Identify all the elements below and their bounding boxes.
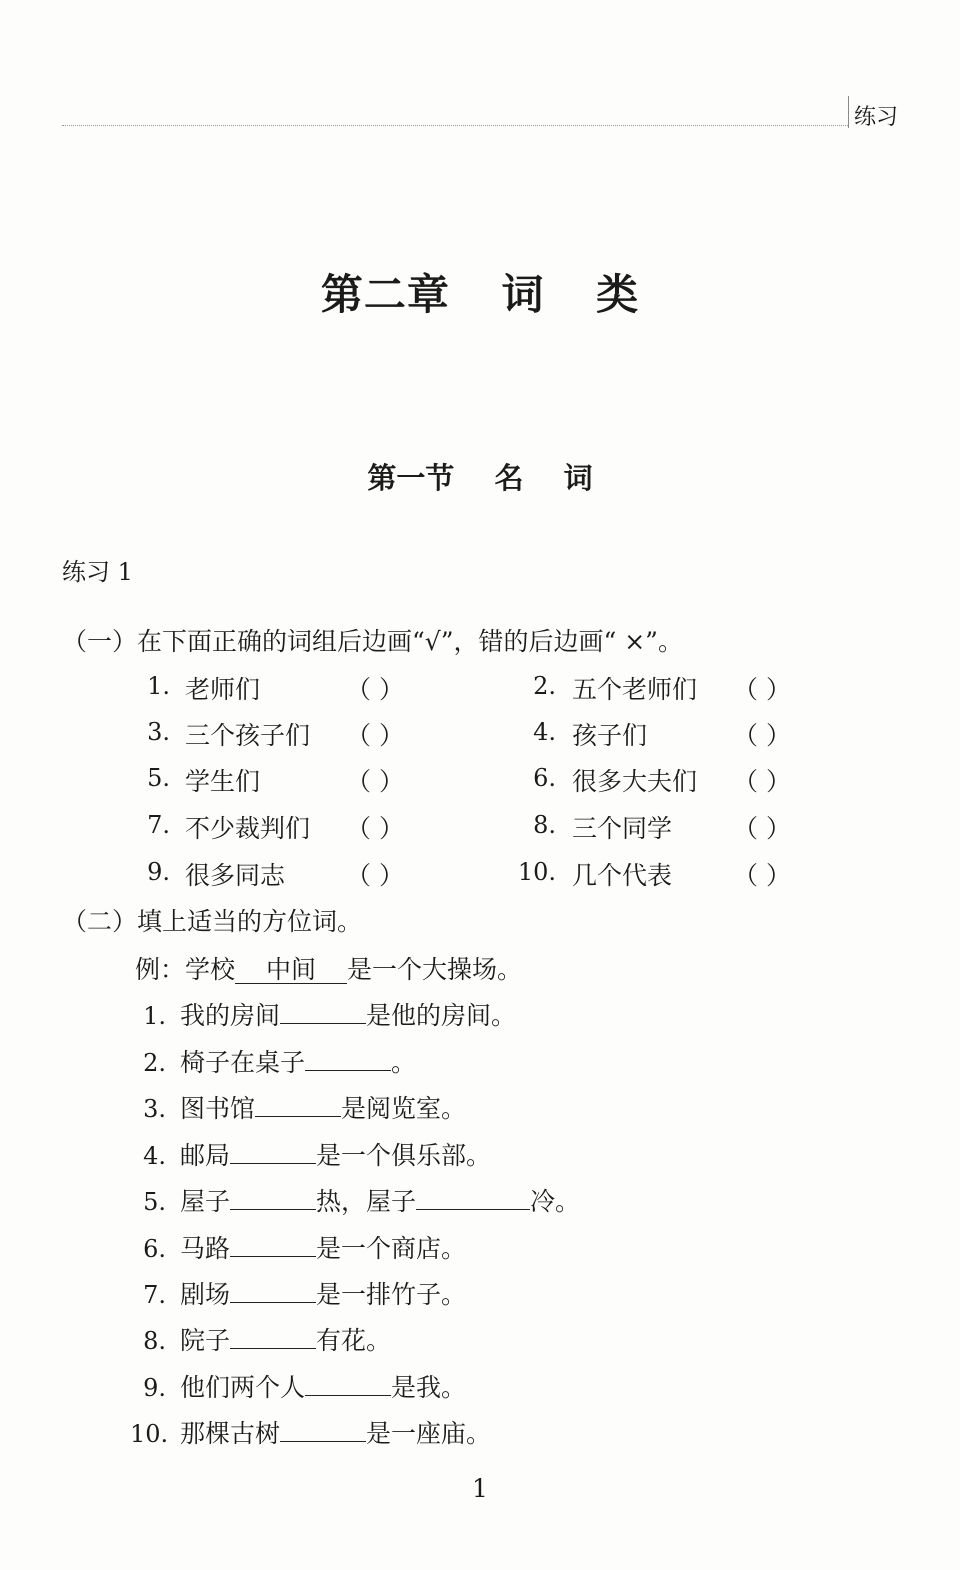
sentence-after: 是一个商店。	[316, 1234, 467, 1263]
phrase: 孩子们	[572, 721, 648, 750]
sentence-before: 屋子	[180, 1187, 231, 1216]
item-number: 7.	[147, 811, 170, 839]
item-number: 5.	[147, 764, 170, 792]
phrase: 很多同志	[185, 861, 286, 890]
answer-parentheses: （ ）	[346, 675, 404, 704]
sentence-before: 我的房间	[180, 1001, 281, 1030]
item-number: 3.	[147, 718, 170, 746]
sentence-before: 马路	[180, 1234, 231, 1263]
sentence-before: 院子	[180, 1326, 231, 1355]
item-number: 3.	[143, 1095, 166, 1123]
sentence-after: 是一个俱乐部。	[316, 1141, 492, 1170]
page-number: 1	[472, 1474, 488, 1503]
answer-parentheses: （ ）	[733, 721, 791, 750]
sentence-after: 是一座庙。	[366, 1419, 492, 1448]
phrase: 老师们	[185, 675, 261, 704]
part2-instruction: （二）填上适当的方位词。	[62, 907, 363, 936]
header-separator	[848, 96, 849, 128]
phrase: 三个孩子们	[185, 721, 311, 750]
example-prefix: 例：学校	[135, 955, 236, 984]
fill-item	[130, 1182, 580, 1218]
answer-blank[interactable]	[255, 1094, 341, 1117]
answer-blank[interactable]	[230, 1326, 316, 1349]
answer-blank[interactable]	[230, 1234, 316, 1257]
answer-parentheses: （ ）	[346, 861, 404, 890]
header-rule	[62, 125, 848, 126]
sentence-before: 邮局	[180, 1141, 231, 1170]
sentence-before: 椅子在桌子	[180, 1048, 306, 1077]
item-number: 1.	[147, 672, 170, 700]
item-number: 5.	[143, 1188, 166, 1216]
item-number: 6.	[533, 764, 556, 792]
chapter-title: 第二章 词 类	[320, 270, 640, 319]
answer-blank[interactable]	[230, 1187, 316, 1210]
sentence-after: 是一排竹子。	[316, 1280, 467, 1309]
item-number: 9.	[147, 858, 170, 886]
answer-blank[interactable]	[416, 1187, 530, 1210]
fill-item	[130, 1275, 466, 1311]
item-number: 6.	[143, 1235, 166, 1263]
item-number: 4.	[143, 1142, 166, 1170]
example-suffix: 是一个大操场。	[347, 955, 523, 984]
exercise-label: 练习 1	[62, 558, 133, 586]
fill-item	[130, 996, 516, 1032]
phrase: 学生们	[185, 767, 261, 796]
fill-item	[130, 1229, 466, 1265]
item-number: 7.	[143, 1281, 166, 1309]
running-header: 练习	[854, 105, 899, 130]
answer-parentheses: （ ）	[733, 675, 791, 704]
phrase: 几个代表	[572, 861, 673, 890]
answer-blank[interactable]	[230, 1280, 316, 1303]
phrase: 五个老师们	[572, 675, 698, 704]
answer-parentheses: （ ）	[346, 721, 404, 750]
answer-blank[interactable]	[305, 1048, 391, 1071]
answer-parentheses: （ ）	[733, 814, 791, 843]
item-number: 8.	[143, 1327, 166, 1355]
sentence-after: 有花。	[316, 1326, 392, 1355]
fill-item	[130, 1368, 466, 1404]
item-number: 2.	[533, 672, 556, 700]
sentence-middle: 热，屋子	[316, 1187, 417, 1216]
fill-item	[130, 1043, 416, 1079]
sentence-after: 。	[391, 1048, 417, 1077]
sentence-after: 冷。	[530, 1187, 581, 1216]
sentence-after: 是阅览室。	[341, 1094, 467, 1123]
example-answer: 中间	[235, 957, 347, 984]
phrase: 不少裁判们	[185, 814, 311, 843]
sentence-after: 是我。	[391, 1373, 467, 1402]
fill-item	[130, 1414, 491, 1450]
sentence-before: 他们两个人	[180, 1373, 306, 1402]
sentence-before: 图书馆	[180, 1094, 256, 1123]
sentence-after: 是他的房间。	[366, 1001, 517, 1030]
sentence-before: 剧场	[180, 1280, 231, 1309]
example-sentence	[135, 950, 522, 986]
item-number: 10.	[130, 1420, 169, 1448]
item-number: 1.	[143, 1002, 166, 1030]
answer-blank[interactable]	[280, 1001, 366, 1024]
answer-parentheses: （ ）	[346, 814, 404, 843]
answer-blank[interactable]	[305, 1373, 391, 1396]
answer-parentheses: （ ）	[346, 767, 404, 796]
part1-instruction: （一）在下面正确的词组后边画“√”，错的后边画“ ×”。	[62, 627, 683, 656]
answer-blank[interactable]	[280, 1419, 366, 1442]
phrase: 很多大夫们	[572, 767, 698, 796]
fill-item	[130, 1136, 491, 1172]
item-number: 8.	[533, 811, 556, 839]
item-number: 9.	[143, 1374, 166, 1402]
answer-parentheses: （ ）	[733, 861, 791, 890]
item-number: 4.	[533, 718, 556, 746]
answer-parentheses: （ ）	[733, 767, 791, 796]
fill-item	[130, 1321, 391, 1357]
phrase: 三个同学	[572, 814, 673, 843]
answer-blank[interactable]	[230, 1141, 316, 1164]
item-number: 10.	[517, 858, 556, 886]
fill-item	[130, 1089, 466, 1125]
item-number: 2.	[143, 1049, 166, 1077]
section-title: 第一节 名 词	[367, 461, 593, 495]
sentence-before: 那棵古树	[180, 1419, 281, 1448]
